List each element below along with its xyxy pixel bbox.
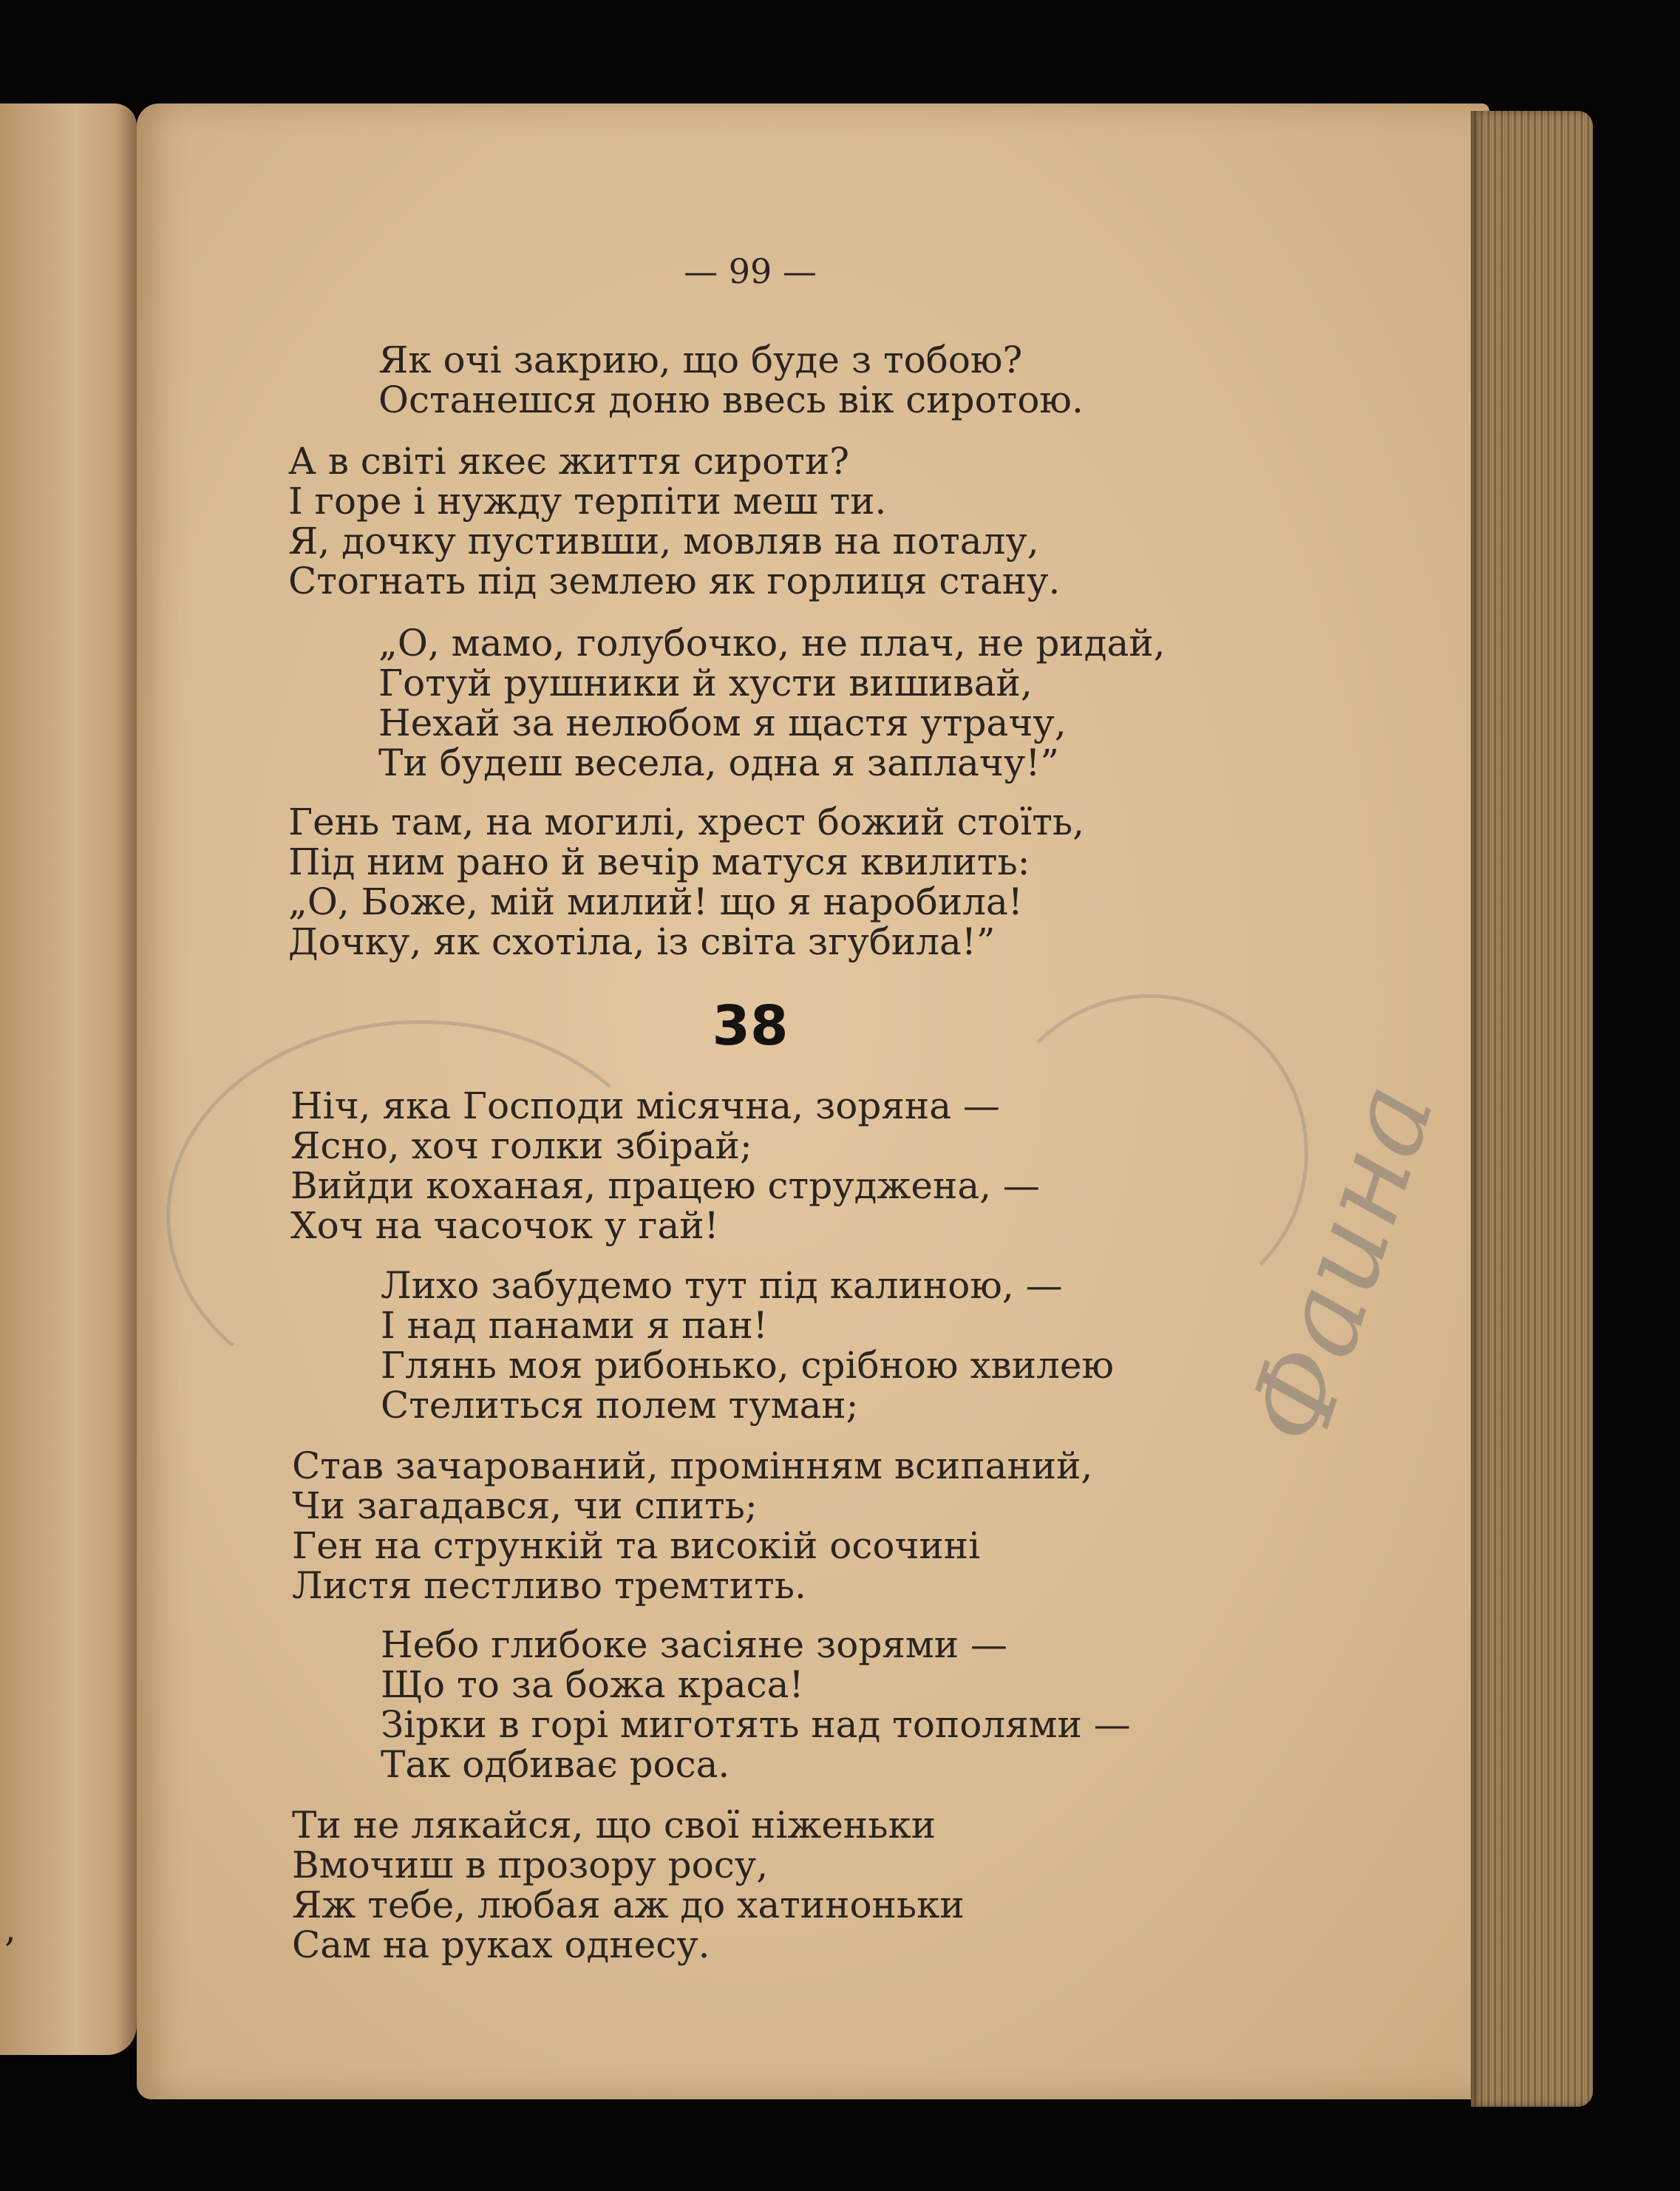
- poem-line: Сам на руках однесу.: [292, 1923, 710, 1966]
- poem-line: Листя пестливо тремтить.: [292, 1564, 806, 1607]
- poem-line: Глянь моя рибонько, срібною хвилею: [381, 1344, 1115, 1387]
- poem-line: І горе і нужду терпіти меш ти.: [288, 480, 887, 523]
- left-page-comma: ,: [4, 1907, 16, 1950]
- poem-line: Під ним рано й вечір матуся квилить:: [288, 840, 1030, 883]
- poem-line: Хоч на часочок у гай!: [290, 1204, 719, 1247]
- stanza-3: [378, 623, 1166, 783]
- poem-line: Зірки в горі миготять над тополями —: [381, 1703, 1131, 1746]
- poem-line: Нехай за нелюбом я щастя утрачу,: [378, 702, 1067, 744]
- poem-line: Що то за божа краса!: [381, 1663, 804, 1706]
- left-page-edge: [0, 103, 137, 2055]
- stanza-6: [381, 1266, 1114, 1425]
- poem-line: Ясно, хоч голки збірай;: [290, 1124, 752, 1167]
- handwritten-name: Фаина: [1223, 1068, 1460, 1459]
- poem-line: Дочку, як схотіла, із світа згубила!”: [288, 920, 996, 963]
- poem-line: Ти не лякайся, що свої ніженьки: [292, 1804, 936, 1847]
- stanza-1: [378, 340, 1084, 420]
- poem-line: Останешся доню ввесь вік сиротою.: [378, 378, 1084, 421]
- poem-line: Вмочиш в прозору росу,: [292, 1844, 769, 1886]
- poem-line: Небо глибоке засіяне зорями —: [381, 1623, 1007, 1666]
- poem-line: Ген на стрункій та високій осочині: [292, 1524, 981, 1567]
- poem-line: Стогнать під землею як горлиця стану.: [288, 560, 1061, 602]
- poem-line: Я, дочку пустивши, мовляв на поталу,: [288, 520, 1039, 563]
- stanza-9: [292, 1805, 965, 1965]
- poem-line: Чи загадався, чи спить;: [292, 1484, 758, 1527]
- stanza-7: [292, 1446, 1092, 1606]
- poem-line: Як очі закрию, що буде з тобою?: [378, 339, 1023, 381]
- poem-line: Лихо забудемо тут під калиною, —: [381, 1264, 1063, 1307]
- poem-line: Готуй рушники й хусти вишивай,: [378, 662, 1033, 704]
- stanza-4: [288, 802, 1084, 962]
- poem-line: Так одбиває роса.: [381, 1743, 730, 1786]
- page-block-edge: [1471, 111, 1593, 2107]
- poem-line: Вийди коханая, працею струджена, —: [290, 1164, 1040, 1207]
- stanza-8: [381, 1625, 1131, 1784]
- poem-line: А в світі якеє життя сироти?: [288, 440, 850, 483]
- poem-line: „О, мамо, голубочко, не плач, не ридай,: [378, 622, 1166, 665]
- poem-line: Стелиться полем туман;: [381, 1384, 859, 1427]
- poem-line: Гень там, на могилі, хрест божий стоїть,: [288, 801, 1085, 843]
- poem-line: Став зачарований, промінням всипаний,: [292, 1444, 1093, 1487]
- poem-line: Ніч, яка Господи місячна, зоряна —: [290, 1084, 1000, 1127]
- stanza-5: [290, 1086, 1040, 1246]
- page-number: — 99 —: [684, 251, 817, 291]
- poem-line: „О, Боже, мій милий! що я наробила!: [288, 880, 1023, 923]
- section-number: 38: [712, 994, 789, 1058]
- poem-line: І над панами я пан!: [381, 1304, 768, 1347]
- stanza-2: [288, 441, 1060, 601]
- poem-line: Яж тебе, любая аж до хатиноньки: [292, 1883, 965, 1926]
- poem-line: Ти будеш весела, одна я заплачу!”: [378, 741, 1059, 784]
